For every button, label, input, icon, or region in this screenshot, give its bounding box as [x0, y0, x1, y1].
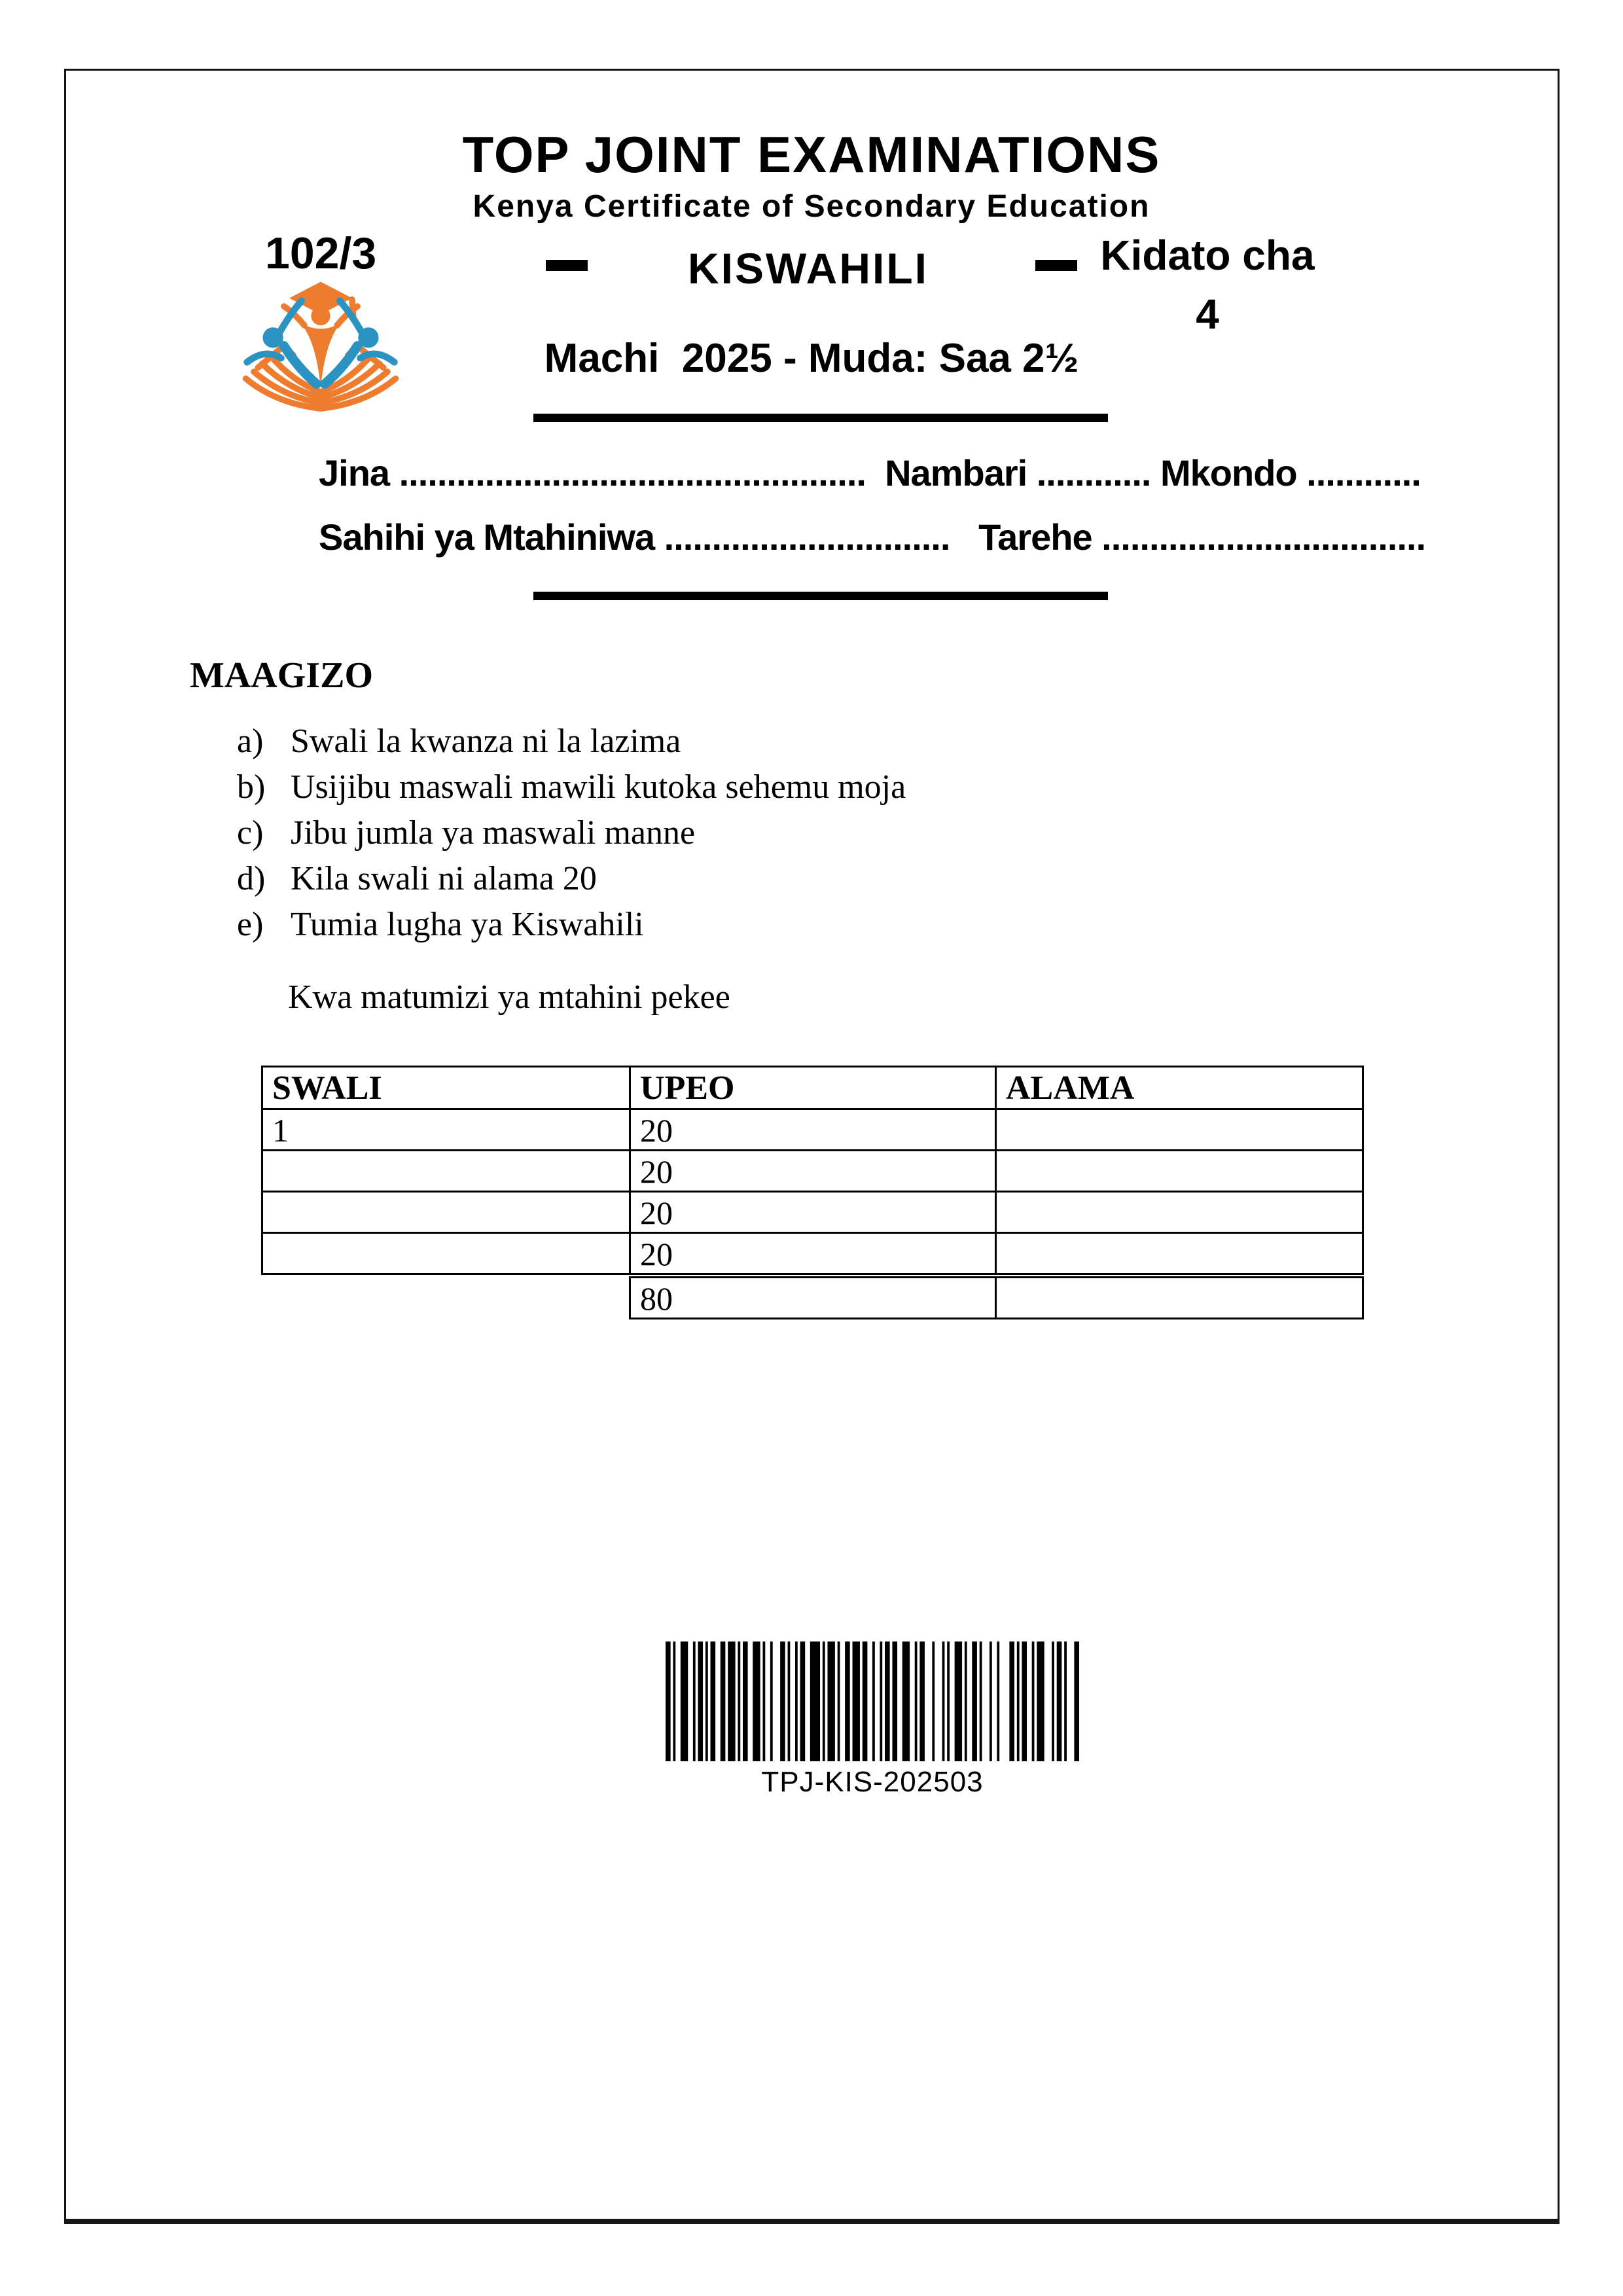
marks-table: [261, 1066, 1364, 1275]
cell-alama: [996, 1192, 1363, 1233]
candidate-name-line: Jina ................................................. Nambari ............ Mkondo ............: [319, 452, 1421, 493]
table-row: [262, 1192, 1363, 1233]
table-header-swali: SWALI: [262, 1067, 630, 1109]
instruction-text: Swali la kwanza ni la lazima: [291, 723, 681, 760]
cell-upeo: 20: [630, 1151, 996, 1192]
cell-alama: [996, 1151, 1363, 1192]
paper-code: 102/3: [265, 228, 377, 278]
marks-table-total-row: [629, 1276, 1364, 1319]
instruction-text: Jibu jumla ya maswali manne: [291, 814, 696, 852]
instruction-letter: d): [237, 860, 266, 897]
table-row: [262, 1233, 1363, 1274]
cell-swali: [262, 1192, 630, 1233]
instruction-letter: c): [237, 814, 264, 852]
table-row: [262, 1151, 1363, 1192]
session-info: Machi 2025 - Muda: Saa 2½: [544, 336, 1079, 381]
instructions-list: [237, 719, 906, 948]
cell-swali: [262, 1233, 630, 1274]
cell-alama: [996, 1233, 1363, 1274]
divider-dash-right-icon: [1035, 260, 1077, 271]
table-row-total: [630, 1278, 1363, 1319]
instruction-letter: b): [237, 768, 266, 806]
cell-swali: [262, 1151, 630, 1192]
table-header-alama: ALAMA: [996, 1067, 1363, 1109]
cell-upeo: 20: [630, 1233, 996, 1274]
instruction-letter: e): [237, 906, 264, 943]
table-header-upeo: UPEO: [630, 1067, 996, 1109]
divider-dash-left-icon: [546, 260, 588, 271]
header-rule-top: [533, 414, 1108, 422]
table-row: [262, 1109, 1363, 1151]
instruction-text: Kila swali ni alama 20: [291, 860, 597, 897]
instruction-item: [237, 810, 906, 856]
cell-upeo-total: 80: [630, 1278, 996, 1319]
examiner-use-note: Kwa matumizi ya mtahini pekee: [288, 978, 730, 1016]
cell-swali: 1: [262, 1109, 630, 1151]
cell-alama-total: [996, 1278, 1363, 1319]
exam-subtitle: Kenya Certificate of Secondary Education: [473, 189, 1150, 224]
instruction-text: Tumia lugha ya Kiswahili: [291, 906, 644, 943]
form-label: Kidato cha: [1100, 232, 1315, 279]
instruction-letter: a): [237, 723, 264, 760]
cell-upeo: 20: [630, 1109, 996, 1151]
form-number: 4: [1196, 291, 1219, 338]
form-block: [1077, 232, 1338, 338]
barcode-label: TPJ-KIS-202503: [761, 1766, 984, 1798]
instruction-text: Usijibu maswali mawili kutoka sehemu moja: [291, 768, 906, 806]
instruction-item: [237, 902, 906, 948]
cell-alama: [996, 1109, 1363, 1151]
barcode: [666, 1641, 1079, 1765]
candidate-signature-line: Sahihi ya Mtahiniwa .............................. Tarehe ..................................: [319, 516, 1426, 558]
instruction-item: [237, 856, 906, 902]
instruction-item: [237, 764, 906, 810]
header-rule-bottom: [533, 592, 1108, 600]
subject-name: KISWAHILI: [688, 244, 929, 293]
exam-board-title: TOP JOINT EXAMINATIONS: [462, 126, 1161, 183]
cell-upeo: 20: [630, 1192, 996, 1233]
top-joint-logo-icon: [239, 275, 402, 422]
instructions-heading: MAAGIZO: [190, 655, 373, 696]
instruction-item: [237, 719, 906, 764]
table-header-row: [262, 1067, 1363, 1109]
